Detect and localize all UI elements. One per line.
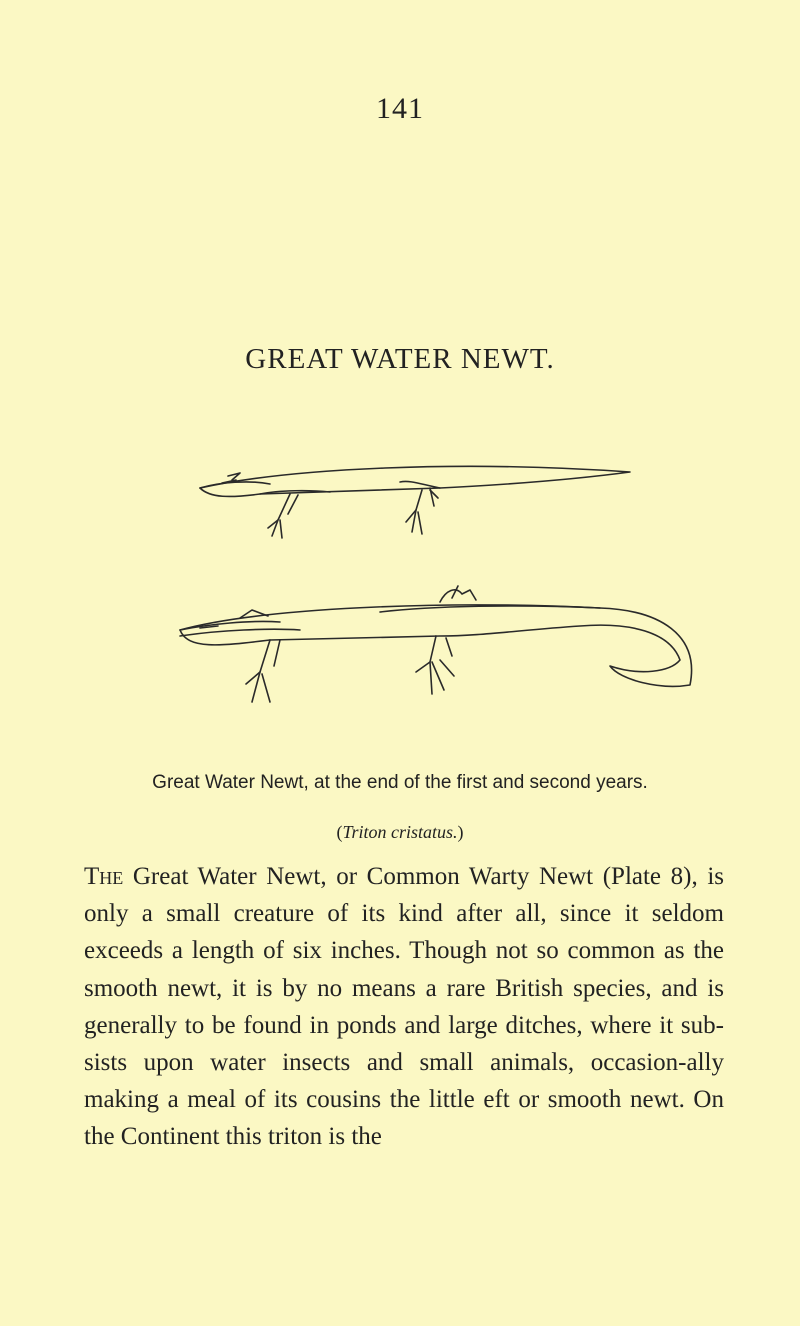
older-newt-drawing (180, 586, 692, 702)
newt-illustration (140, 440, 720, 760)
young-newt-drawing (200, 466, 630, 538)
paragraph-text: Great Water Newt, or Common Warty Newt (Plate 8), is only a small creature of its kind after all, since it seldom exceeds a length of six inches. Though not so common as the smooth newt, it is by no means a rare British species, and is generally to be found in ponds and large ditches, where it sub-sists upon water insects and small animals, occasion-ally making a meal of its cousins the little eft or smooth newt. On the Continent this triton is the (84, 863, 724, 1151)
figure-caption: Great Water Newt, at the end of the first and second years. (152, 772, 648, 793)
species-name-line (0, 822, 800, 843)
species-latin-name: Triton cristatus. (342, 822, 458, 842)
species-close-paren: ) (457, 822, 464, 842)
species-open-paren: ( (336, 822, 343, 842)
page-number: 141 (376, 92, 424, 125)
paragraph-lead-word: The (84, 863, 124, 890)
body-paragraph (84, 858, 724, 1156)
chapter-heading: GREAT WATER NEWT. (245, 343, 555, 375)
